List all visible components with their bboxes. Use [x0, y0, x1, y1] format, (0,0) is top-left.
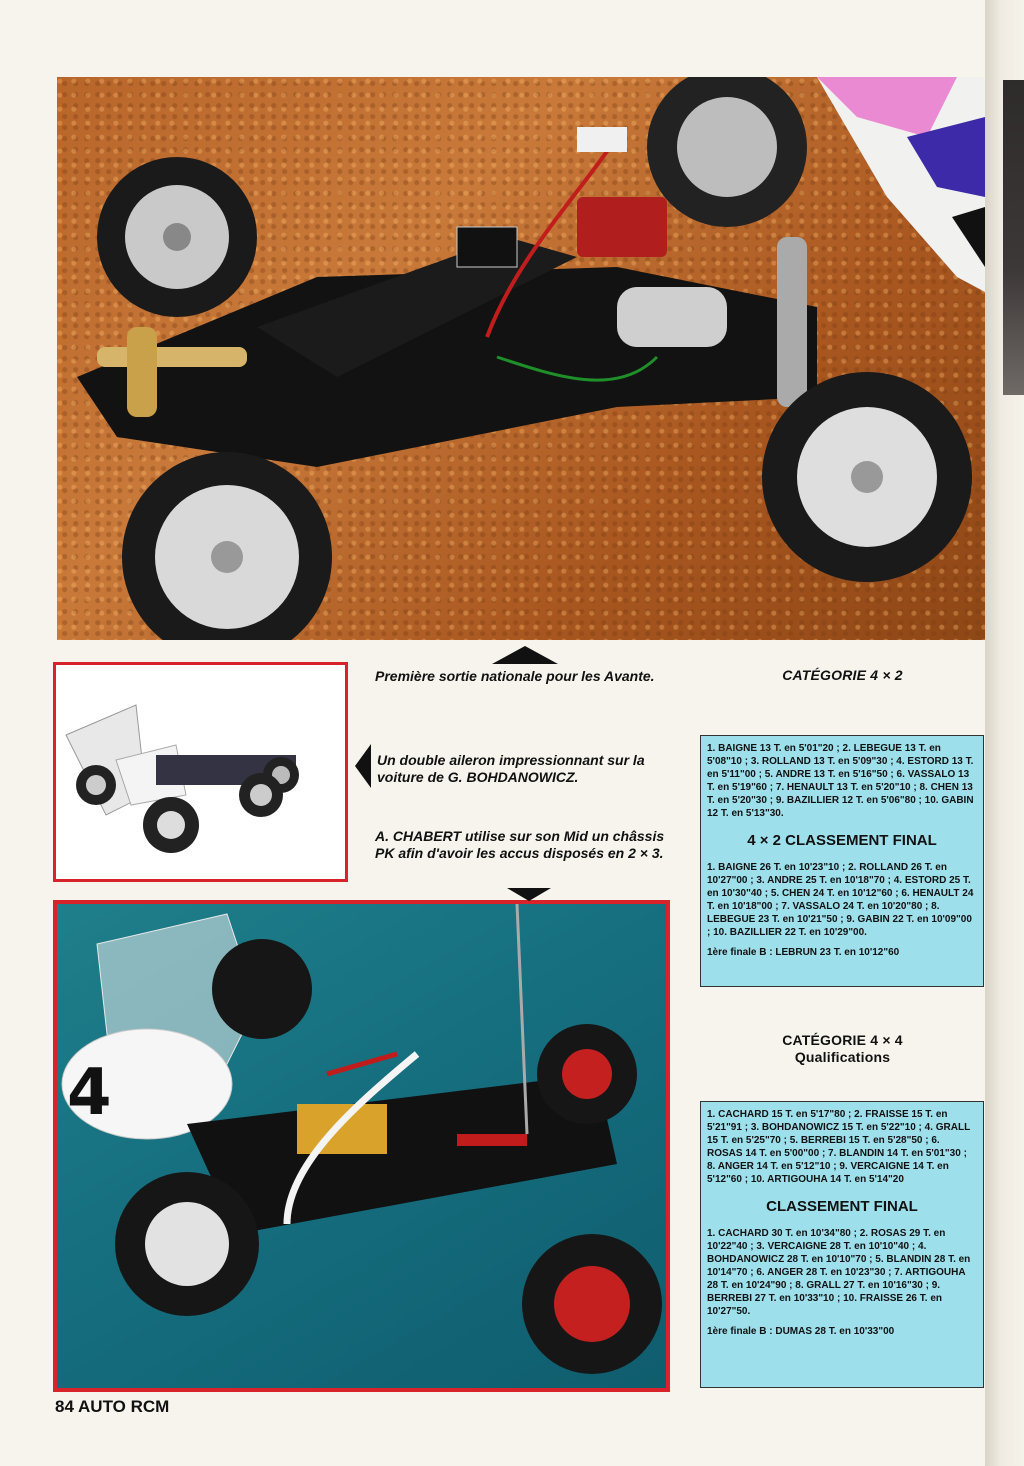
small-photo [53, 662, 348, 882]
final-4x4-heading: CLASSEMENT FINAL [766, 1198, 918, 1215]
final-4x4-text: 1. CACHARD 30 T. en 10'34"80 ; 2. ROSAS 29 T. en 10'22"40 ; 3. VERCAIGNE 28 T. en 10'10"40 ; 4. BOHDANOWICZ 28 T. en 10'10"70 ; 5. BLANDIN 28 T. en 10'14"70 ; 6. ANGER 28 T. en 10'23"30 ; 7. ARTIGOUHA 28 T. en 10'24"90 ; 8. GRALL 27 T. en 10'16"30 ; 9. BERREBI 27 T. en 10'33"10 ; 10. FRAISSE 26 T. en 10'27"50. [707, 1228, 971, 1317]
svg-text:4: 4 [67, 1056, 112, 1130]
heading-categorie-4x2: CATÉGORIE 4 × 2 [782, 667, 903, 683]
arrow-down-icon [507, 888, 551, 901]
bottom-photo-illustration [57, 904, 666, 1388]
page-number: 84 [55, 1397, 74, 1416]
final-4x2-heading: 4 × 2 CLASSEMENT FINAL [747, 832, 937, 849]
magazine-name: AUTO RCM [78, 1397, 170, 1416]
qualif-4x4-text: 1. CACHARD 15 T. en 5'17"80 ; 2. FRAISSE 15 T. en 5'21"91 ; 3. BOHDANOWICZ 15 T. en 5'22"10 ; 4. GRALL 15 T. en 5'25"70 ; 5. BERREBI 15 T. en 5'28"50 ; 6. ROSAS 14 T. en 5'00"00 ; 7. BLANDIN 14 T. en 5'01"30 ; 8. ANGER 14 T. en 5'12"10 ; 9. VERCAIGNE 14 T. en 5'12"60 ; 10. ARTIGOUHA 14 T. en 5'14"20 [707, 1109, 971, 1185]
arrow-up-icon [492, 646, 558, 664]
caption-first: Première sortie nationale pour les Avante. [375, 668, 655, 684]
finale-b-4x4: 1ère finale B : DUMAS 28 T. en 10'33"00 [707, 1326, 895, 1337]
qualif-4x2-text: 1. BAIGNE 13 T. en 5'01"20 ; 2. LEBEGUE 13 T. en 5'08"10 ; 3. ROLLAND 13 T. en 5'09"30 ; 4. ESTORD 13 T. en 5'11"00 ; 5. ANDRE 13 T. en 5'16"50 ; 6. VASSALO 13 T. en 5'19"60 ; 7. HENAULT 13 T. en 5'20"10 ; 8. CHEN 13 T. en 5'20"30 ; 9. BAZILLIER 12 T. en 5'06"80 ; 10. GABIN 12 T. en 5'13"30. [707, 743, 974, 819]
results-box-4x4 [700, 1101, 984, 1388]
heading-categorie-4x4: CATÉGORIE 4 × 4 [782, 1032, 903, 1048]
bottom-photo [53, 900, 670, 1392]
caption-third: A. CHABERT utilise sur son Mid un châssis PK afin d'avoir les accus disposés en 2 × 3. [375, 828, 665, 861]
page-footer [55, 1397, 169, 1417]
caption-second: Un double aileron impressionnant sur la voiture de G. BOHDANOWICZ. [377, 752, 645, 785]
results-box-4x2 [700, 735, 984, 987]
main-photo [57, 77, 985, 640]
small-photo-illustration [56, 665, 345, 879]
next-page-photo-edge [1003, 80, 1024, 395]
final-4x2-text: 1. BAIGNE 26 T. en 10'23"10 ; 2. ROLLAND 26 T. en 10'27"00 ; 3. ANDRE 25 T. en 10'18"70 ; 4. ESTORD 25 T. en 10'30"40 ; 5. CHEN 24 T. en 10'12"60 ; 6. HENAULT 24 T. en 10'18"00 ; 7. VASSALO 24 T. en 10'20"80 ; 8. LEBEGUE 23 T. en 10'21"50 ; 9. GABIN 22 T. en 10'09"00 ; 10. BAZILLIER 22 T. en 10'29"00. [707, 862, 974, 938]
subheading-qualifications: Qualifications [794, 1049, 891, 1065]
arrow-left-icon [355, 744, 371, 788]
finale-b-4x2: 1ère finale B : LEBRUN 23 T. en 10'12"60 [707, 947, 900, 958]
main-photo-illustration [57, 77, 985, 640]
